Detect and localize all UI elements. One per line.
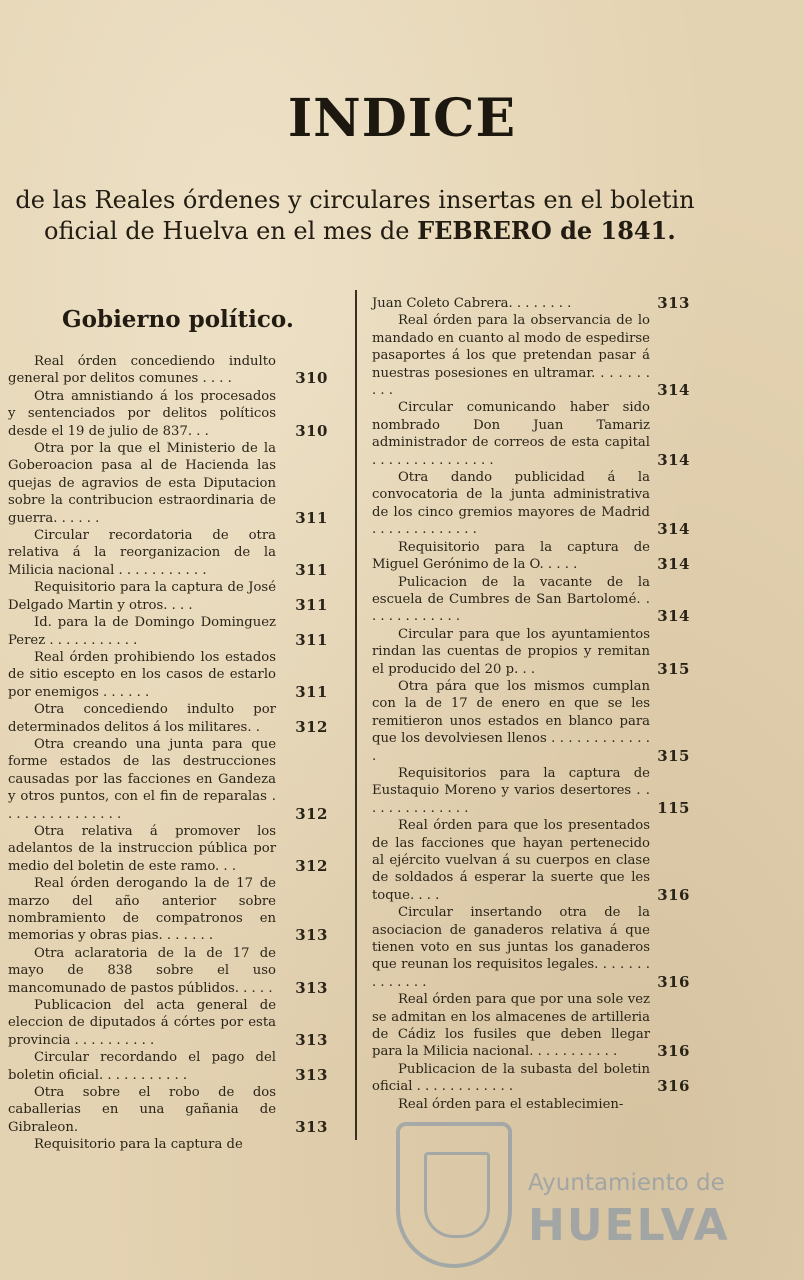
entry-text: Real órden para que por una sole vez se admitan en los almacenes de artilleria de Cádiz los fusiles que deben llegar para la Milicia nacional. . . . . . . . . . . [372,992,650,1060]
index-entry [8,945,328,997]
entry-page-number: 315 [657,659,690,678]
index-entry [372,626,690,678]
entry-page-number: 313 [295,926,328,945]
entry-text: Otra aclaratoria de la de 17 de mayo de 838 sobre el uso mancomunado de pastos públidos. . . . . [8,945,276,996]
entry-text: Requisitorio para la captura de Miguel Gerónimo de la O. . . . . [372,539,650,573]
entry-page-number: 311 [295,682,328,701]
entry-page-number: 316 [657,885,690,904]
entry-text: Requisitorio para la captura de [34,1137,243,1153]
index-entry [372,765,690,817]
entry-text: Id. para la de Domingo Dominguez Perez . . . . . . . . . . . [8,615,276,648]
index-entry [8,440,328,527]
entry-page-number: 314 [657,607,690,626]
entry-page-number: 313 [295,1030,328,1049]
entry-text: Pulicacion de la vacante de la escuela de Cumbres de San Bartolomé. . . . . . . . . . . . . [372,574,650,625]
entry-page-number: 316 [657,972,690,991]
index-entry [8,823,328,875]
entry-text: Circular comunicando haber sido nombrado Don Juan Tamariz administrador de correos de esta capital . . . . . . . . . . . . . . . [372,400,650,468]
subtitle-line-2 [44,216,694,245]
entry-text: Publicacion de la subasta del boletin oficial . . . . . . . . . . . . [372,1061,650,1095]
entry-text: Circular recordatoria de otra relativa á la reorganizacion de la Milicia nacional . . . . . . . . . . . [8,528,276,578]
entry-text: Juan Coleto Cabrera. . . . . . . . [372,296,572,311]
index-entry [372,817,690,904]
entry-text: Requisitorios para la captura de Eustaquio Moreno y varios desertores . . . . . . . . . . . . . . [372,765,650,816]
entry-page-number: 314 [657,520,690,539]
entry-page-number: 310 [295,421,328,440]
entry-text: Requisitorio para la captura de José Delgado Martin y otros. . . . [8,580,276,613]
entry-page-number: 312 [295,717,328,736]
entry-page-number: 316 [657,1077,690,1096]
index-entry [372,539,690,574]
index-entry [8,701,328,736]
index-entry [372,904,690,991]
index-entry [8,614,328,649]
section-heading: Gobierno político. [62,306,294,333]
index-entry [8,997,328,1049]
index-entry [8,579,328,614]
entry-text: Otra sobre el robo de dos caballerias en una gañania de Gibraleon. [8,1085,276,1135]
index-entry [8,875,328,945]
entry-text: Otra pára que los mismos cumplan con la de 17 de enero en que se les remitieron unos estados en blanco para que los devolviesen llenos . . . . . . . . . . . . . [372,678,650,764]
index-entry [372,991,690,1061]
entry-text: Real órden derogando la de 17 de marzo del año anterior sobre nombramiento de compatronos en memorias y obras pias. . . . . . . [8,876,276,944]
index-entry [8,1136,276,1153]
entry-page-number: 313 [657,294,690,312]
index-entry [8,388,328,440]
entry-text: Otra concediendo indulto por determinados delitos á los militares. . [8,702,276,735]
shield-icon [396,1122,512,1268]
index-entry [8,1049,328,1084]
entry-page-number: 310 [295,369,328,388]
index-entry [8,1084,328,1136]
entry-text: Real órden para el establecimien- [398,1096,624,1112]
entry-page-number: 313 [295,978,328,997]
entry-page-number: 115 [657,798,690,817]
entry-page-number: 311 [295,630,328,649]
entry-text: Real órden para que los presentados de las facciones que hayan pertenecido al ejército vuelvan á su cuerpos en clase de soldados á esperar la suerte que les toque. . . . [372,818,650,903]
index-entry [372,678,690,765]
entry-page-number: 312 [295,856,328,875]
watermark-line-1: Ayuntamiento de [528,1170,725,1196]
entry-page-number: 314 [657,381,690,400]
entry-text: Otra dando publicidad á la convocatoria de la junta administrativa de los cinco gremios mayores de Madrid . . . . . . . . . . . . . [372,470,650,538]
entry-text: Circular insertando otra de la asociacion de ganaderos relativa á que tienen voto en sus juntas los ganaderos que reunan los requisitos legales. . . . . . . . . . . . . . [372,905,650,990]
index-entry [372,399,690,469]
entry-text: Circular para que los ayuntamientos rindan las cuentas de propios y remitan el producido del 20 p. . . [372,626,650,677]
entry-text: Otra relativa á promover los adelantos de la instruccion pública por medio del boletin de este ramo. . . [8,823,276,874]
index-entry [372,1061,690,1096]
entry-text: Publicacion del acta general de eleccion de diputados á córtes por esta provincia . . . . . . . . . . [8,998,276,1048]
ayuntamiento-watermark [388,1118,788,1280]
entry-text: Real órden para la observancia de lo mandado en cuanto al modo de espedirse pasaportes á los que pretendan pasar á nuestras posesiones en ultramar. . . . . . . . . . [372,313,650,399]
right-column [372,295,690,1113]
index-entry [8,353,328,388]
entry-text: Real órden prohibiendo los estados de sitio escepto en los casos de estarlo por enemigos . . . . . . [8,649,276,700]
index-entry [8,527,328,579]
index-entry [372,1096,650,1113]
index-entry [372,469,690,539]
subtitle-line-1: de las Reales órdenes y circulares insertas en el boletin [15,186,695,214]
index-entry [8,736,328,823]
subtitle-line-2-text: oficial de Huelva en el mes de [44,217,410,245]
entry-page-number: 314 [657,450,690,469]
left-column [8,353,330,1154]
entry-text: Otra creando una junta para que forme estados de las destrucciones causadas por las facciones en Gandeza y otros puntos, con el fin de reparalas . . . . . . . . . . . . . . . [8,736,276,822]
page-title: INDICE [287,88,517,149]
column-divider [355,290,357,1140]
entry-page-number: 315 [657,746,690,765]
watermark-line-2: HUELVA [528,1200,730,1251]
entry-page-number: 311 [295,595,328,614]
entry-text: Otra por la que el Ministerio de la Goberoacion pasa al de Hacienda las quejas de agravios de esta Diputacion sobre la contribucion estraordinaria de guerra. . . . . . [8,441,276,526]
entry-text: Circular recordando el pago del boletin oficial. . . . . . . . . . . [8,1050,276,1083]
index-entry [372,312,690,400]
subtitle-date: FEBRERO de 1841. [417,216,676,245]
entry-page-number: 313 [295,1117,328,1136]
entry-page-number: 312 [295,804,328,823]
index-entry [372,574,690,626]
index-entry [372,294,690,312]
entry-page-number: 311 [295,560,328,579]
index-entry [8,649,328,701]
entry-text: Otra amnistiando á los procesados y sentenciados por delitos políticos desde el 19 de julio de 837. . . [8,388,276,439]
entry-text: Real órden concediendo indulto general por delitos comunes . . . . [8,354,276,387]
entry-page-number: 311 [295,508,328,527]
entry-page-number: 314 [657,555,690,574]
entry-page-number: 316 [657,1042,690,1061]
entry-page-number: 313 [295,1065,328,1084]
